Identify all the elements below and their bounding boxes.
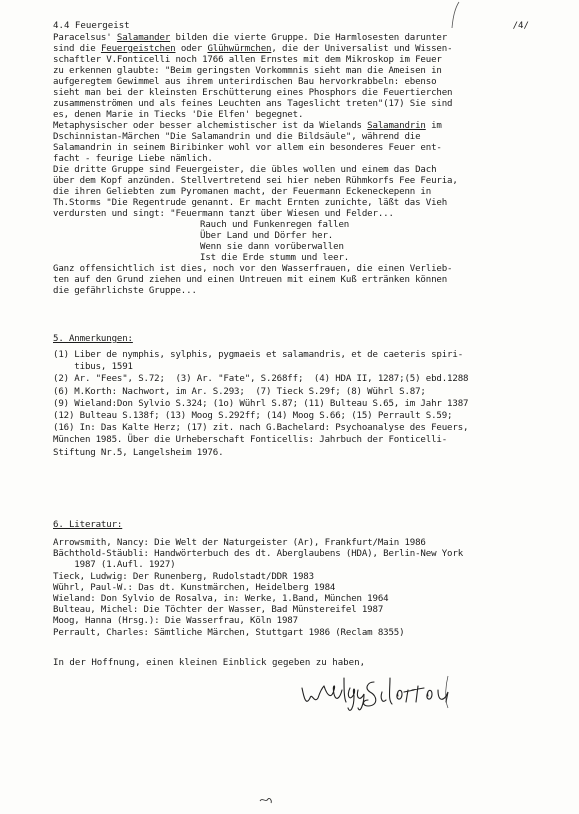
body-line [53,77,436,88]
closing-line: Ganz offensichtlich ist dies, noch vor den Wasserfrauen, die einen Verlieb- [53,264,453,274]
note-line: tibus, 1591 [53,362,133,373]
poem-line: Ist die Erde stumm und leer. [200,253,350,263]
scribble-mark [258,795,274,805]
poem-line: Über Land und Dörfer her. [200,231,334,241]
body-line [53,165,436,176]
text-span: Dschinnistan-Märchen "Die Salamandrin und die Bildsäule", während die [53,132,421,142]
page-number: /4/ [512,21,529,31]
literature-line: Tieck, Ludwig: Der Runenberg, Rudolstadt/DDR 1983 [53,571,314,582]
text-span: verdursten und singt: "Feuermann tanzt über Wiesen und Felder... [53,209,394,219]
body-line [53,44,452,55]
body-line [53,33,447,44]
text-span: die ihren Geliebten zum Pyromanen macht, der Feuermann Eckeneckepenn in [53,187,432,197]
text-span: aufgeregtem Gewimmel aus ihrem unterirdischen Bau hervorkrabbeln: ebenso [53,77,437,87]
body-line [53,66,442,77]
text-span: Paracelsus' [53,33,117,43]
closing-sentence: In der Hoffnung, einen kleinen Einblick gegeben zu haben, [53,658,366,668]
note-line: München 1985. Über die Urheberschaft Fonticellis: Jahrbuch der Fonticelli- [53,435,448,446]
literature-line: Wührl, Paul-W.: Das dt. Kunstmärchen, Heidelberg 1984 [53,582,336,593]
text-span: zu erkennen glaubte: "Beim geringsten Vorkommnis sieht man die Ameisen in [53,66,442,76]
literature-line: Arrowsmith, Nancy: Die Welt der Naturgeister (Ar), Frankfurt/Main 1986 [53,538,426,548]
literature-line: Wieland: Don Sylvio de Rosalva, in: Werke, 1.Band, München 1964 [53,594,389,604]
body-line [53,88,452,99]
text-span: im [425,121,442,131]
body-line [53,209,394,220]
body-line [53,121,442,132]
text-span: sieht man bei der kleinsten Erschütterung eines Phosphors die Feuertierchen [53,88,453,98]
section-title: 4.4 Feuergeist [53,21,130,31]
body-line [53,198,447,209]
body-line [53,154,213,165]
poem-line: Rauch und Funkenregen fallen [200,220,350,230]
text-span: über dem Kopf anzünden. Stellvertretend sei hier neben Rühmkorfs Fee Feuria, [53,176,458,186]
closing-line: die gefährlichste Gruppe... [53,286,197,296]
body-line [53,99,452,110]
body-line [53,143,442,154]
text-span: Th.Storms "Die Regentrude genannt. Er macht Ernten zunichte, läßt das Vieh [53,198,448,208]
note-line: (12) Bulteau S.138f; (13) Moog S.292ff; (14) Moog S.66; (15) Perrault S.59; [53,411,453,421]
body-line [53,132,420,143]
pen-scratch-mark [445,0,465,30]
text-span: es, denen Marie in Tiecks 'Die Elfen' begegnet. [53,110,304,120]
note-line: (6) M.Korth: Nachwort, im Ar. S.293; (7) Tieck S.29f; (8) Wührl S.87; [53,386,426,397]
body-line [53,187,431,198]
underlined-term: Salamandrin [367,121,426,131]
notes-heading: 5. Anmerkungen: [53,334,133,344]
note-line: Stiftung Nr.5, Langelsheim 1976. [53,447,224,458]
text-span: Die dritte Gruppe sind Feuergeister, die übles wollen und einem das Dach [53,165,437,175]
note-line: (16) In: Das Kalte Herz; (17) zit. nach G.Bachelard: Psychoanalyse des Feuers, [53,423,469,434]
text-span: schaftler V.Fonticelli noch 1766 allen Ernstes mit dem Mikroskop im Feuer [53,55,442,65]
literature-heading: 6. Literatur: [53,520,123,530]
body-line [53,110,303,121]
underlined-term: Salamander [116,33,171,43]
literature-line: Moog, Hanna (Hrsg.): Die Wasserfrau, Köln 1987 [53,616,298,627]
literature-line: Perrault, Charles: Sämtliche Märchen, Stuttgart 1986 (Reclam 8355) [53,627,405,638]
note-line: (1) Liber de nymphis, sylphis, pygmaeis et salamandris, et de caeteris spiri- [53,350,464,360]
note-line: (2) Ar. "Fees", S.72; (3) Ar. "Fate", S.268ff; (4) HDA II, 1287;(5) ebd.1288 [53,374,469,385]
text-span: sind die [53,44,101,54]
handwritten-signature [298,668,508,718]
text-span: zusammenströmen und als feines Leuchten ans Tageslicht treten"(17) Sie sind [53,99,453,109]
closing-line: ten auf den Grund ziehen und einen Untreuen mit einem Kuß ertränken können [53,275,448,285]
text-span: , die der Universalist und Wissen- [271,44,453,54]
literature-line: Bulteau, Michel: Die Töchter der Wasser, Bad Münstereifel 1987 [53,605,384,616]
body-line [53,176,458,187]
literature-line: Bächthold-Stäubli: Handwörterbuch des dt. Aberglaubens (HDA), Berlin-New York [53,549,464,560]
text-span: Salamandrin in seinem Biribinker wohl vor allem ein besonderes Feuer ent- [53,143,442,153]
underlined-term: Glühwürmchen [207,44,272,54]
text-span: Metaphysischer oder besser alchemistischer ist da Wielands [53,121,368,131]
note-line: (9) Wieland:Don Sylvio S.324; (1o) Wührl S.87; (11) Bulteau S.65, im Jahr 1387 [53,398,469,409]
text-span: facht - feurige Liebe nämlich. [53,154,213,164]
underlined-term: Feuergeistchen [100,44,176,54]
body-line [53,55,442,66]
literature-line: 1987 (1.Aufl. 1927) [53,560,176,571]
text-span: bilden die vierte Gruppe. Die Harmlosesten darunter [170,33,448,43]
poem-line: Wenn sie dann vorüberwallen [200,242,344,252]
text-span: oder [175,44,208,54]
